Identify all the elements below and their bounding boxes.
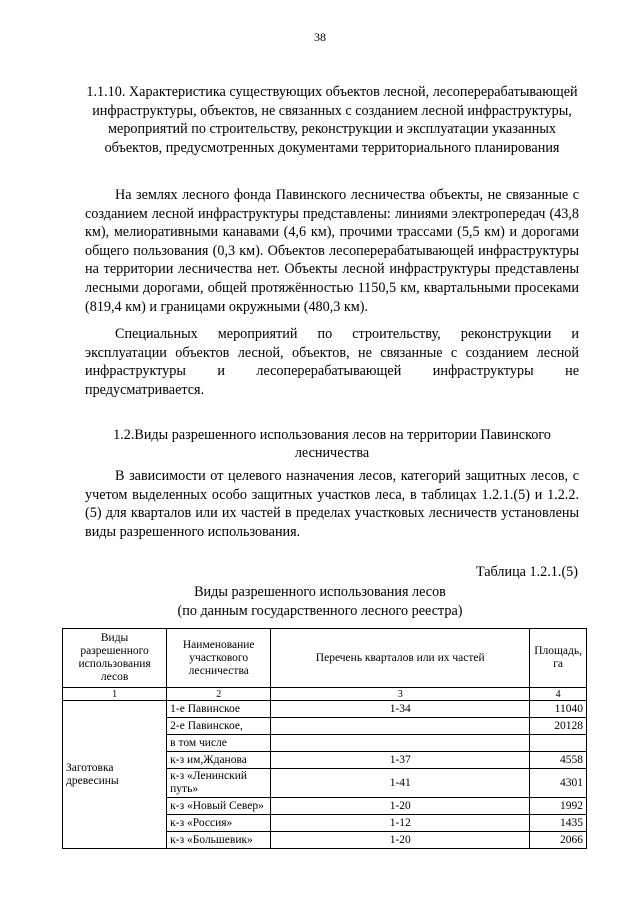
cell-forestry-name: к-з «Россия» [167,815,271,832]
cell-area: 20128 [530,718,587,735]
cell-area: 1992 [530,798,587,815]
paragraph-infrastructure-objects: На землях лесного фонда Павинского лесничества объекты, не связанные с созданием лесной инфраструктуры представлены: линиями электропередач (43,8 км), мелиоративными канавами (4,6 км), прочими трассами (5,5 км) и дорогами общего пользования (0,3 км). Объектов лесоперерабатывающей инфраструктуры на территории лесничества нет. Объекты лесной инфраструктуры представлены лесными дорогами, общей протяжённостью 1150,5 км, квартальными просеками (819,4 км) и границами окружными (480,3 км). [85,187,579,315]
cell-forestry-name: в том числе [167,735,271,752]
column-number: 4 [530,688,587,701]
column-number: 2 [167,688,271,701]
header-area: Площадь, га [530,629,587,688]
table-title-line-1: Виды разрешенного использования лесов [194,584,446,600]
table-caption: Таблица 1.2.1.(5) [475,564,578,580]
section-heading-permitted-use: 1.2.Виды разрешенного использования лесов на территории Павинского лесничества [113,427,551,461]
cell-forestry-name: к-з им,Жданова [167,752,271,769]
table-column-numbers [63,688,587,701]
table-header-row [63,629,587,688]
cell-quarter-range: 1-12 [271,815,530,832]
column-number: 1 [63,688,167,701]
cell-forestry-name: 2-е Павинское, [167,718,271,735]
section-heading-infrastructure: 1.1.10. Характеристика существующих объектов лесной, лесоперерабатывающей инфраструктуры, объектов, не связанных с созданием лесной инфраструктуры, мероприятий по строительству, реконструкции и эксплуатации указанных объектов, предусмотренных документами территориального планирования [86,84,578,156]
cell-forestry-name: к-з «Ленинский путь» [167,769,271,798]
cell-quarter-range: 1-20 [271,832,530,849]
cell-quarter-range: 1-41 [271,769,530,798]
column-number: 3 [271,688,530,701]
table-title [0,583,640,620]
cell-area: 1435 [530,815,587,832]
cell-area: 4301 [530,769,587,798]
cell-use-type: Заготовка древесины [63,701,167,849]
cell-quarter-range [271,718,530,735]
cell-quarter-range: 1-34 [271,701,530,718]
cell-area: 11040 [530,701,587,718]
header-quarter-list: Перечень кварталов или их частей [271,629,530,688]
cell-quarter-range [271,735,530,752]
cell-forestry-name: к-з «Большевик» [167,832,271,849]
permitted-use-table [62,628,587,849]
cell-area [530,735,587,752]
header-forestry-name: Наименование участкового лесничества [167,629,271,688]
cell-quarter-range: 1-37 [271,752,530,769]
table-title-line-2: (по данным государственного лесного реестра) [177,602,463,619]
cell-area: 2066 [530,832,587,849]
page-number: 38 [314,30,326,44]
cell-area: 4558 [530,752,587,769]
cell-quarter-range: 1-20 [271,798,530,815]
paragraph-special-measures: Специальных мероприятий по строительству, реконструкции и эксплуатации объектов лесной, объектов, не связанные с созданием лесной инфраструктуры и лесоперерабатывающей инфраструктуры не предусматривается. [85,326,579,398]
header-use-type: Виды разрешенного использования лесов [63,629,167,688]
cell-forestry-name: 1-е Павинское [167,701,271,718]
table-row [63,701,587,718]
cell-forestry-name: к-з «Новый Север» [167,798,271,815]
paragraph-permitted-use: В зависимости от целевого назначения лесов, категорий защитных лесов, с учетом выделенных особо защитных участков леса, в таблицах 1.2.1.(5) и 1.2.2.(5) для кварталов или их частей в пределах участковых лесничеств установлены виды разрешенного использования. [85,468,579,540]
